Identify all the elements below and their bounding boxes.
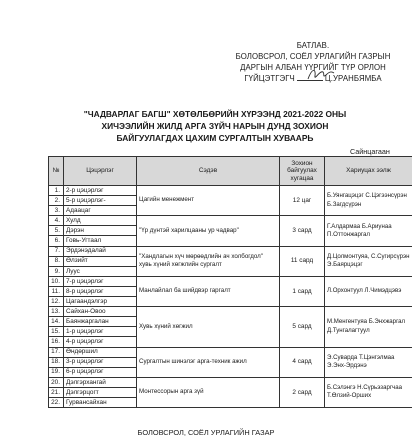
title-line-2: ХИЧЭЭЛИЙН ЖИЛД АРГА ЗҮЙЧ НАРЫН ДУНД ЗОХИОН [101,121,329,131]
approval-role: ГҮЙЦЭТГЭГЧ [244,74,295,83]
row-number: 19. [49,367,64,377]
row-number: 21. [49,387,64,397]
group-staff: Г.Алдармаа Б.Ариунаа П.Оттонжаргал [325,216,412,246]
row-unit: Дэрэн [64,226,137,236]
row-unit: Дэлгэрхангай [64,377,137,387]
group-topic: Хувь хүний хөгжил [137,307,280,347]
group-hours: 1 сард [280,276,325,306]
row-unit: Сайхан-Овоо [64,307,137,317]
row-unit: Дэлгэрцогт [64,387,137,397]
approval-name: Ц.УРАНБЯМБА [324,74,382,83]
table-caption: Сайнцагаан [350,147,390,156]
row-unit: 5-р цэцэрлэг- [64,196,137,206]
row-number: 20. [49,377,64,387]
row-number: 7. [49,246,64,256]
footer-organization: БОЛОВСРОЛ, СОЁЛ УРЛАГИЙН ГАЗАР [137,428,275,437]
row-unit: Адаацаг [64,206,137,216]
group-staff: Л.Орхонтуул Л.Чимэдцэвэ [325,276,412,306]
row-unit: 4-р цэцэрлэг [64,337,137,347]
row-number: 17. [49,347,64,357]
row-number: 9. [49,266,64,276]
row-number: 16. [49,337,64,347]
table-row [49,307,412,317]
row-unit: Луус [64,266,137,276]
header-no: № [49,157,64,186]
group-hours: 5 сард [280,307,325,347]
approval-line-1: БОЛОВСРОЛ, СОЁЛ УРЛАГИЙН ГАЗРЫН [235,52,391,61]
group-hours: 11 сард [280,246,325,276]
row-number: 15. [49,327,64,337]
row-number: 14. [49,317,64,327]
group-topic: Монтессорын арга зүй [137,377,280,407]
row-number: 12. [49,297,64,307]
group-topic: "Үр дүнтэй харилцааны ур чадвар" [137,216,280,246]
row-number: 8. [49,256,64,266]
row-number: 13. [49,307,64,317]
group-hours: 12 цаг [280,186,325,216]
row-number: 10. [49,276,64,286]
approval-line-2: ДАРГЫН АЛБАН ҮҮРГИЙГ ТҮР ОРЛОН [240,63,386,72]
approval-heading: БАТЛАВ. [296,41,330,50]
group-staff: М.Менгентуяа Б.Энхжаргал Д.Тунгалагтуул [325,307,412,347]
table-row [49,246,412,256]
header-topic: Сэдэв [137,157,280,186]
group-staff: Д.Цолмонтуяа, С.Сугирсүрэн Э.Баярцэцэг [325,246,412,276]
group-hours: 4 сард [280,347,325,377]
document-title [60,108,370,144]
group-hours: 2 сард [280,377,325,407]
table-header-row [49,157,412,186]
training-schedule-table [48,156,412,408]
row-unit: 3-р цэцэрлэг [64,357,137,367]
title-line-3: БАЙГУУЛАГДАХ ЦАХИМ СУРГАЛТЫН ХУВААРЬ [116,133,314,143]
row-unit: Гурвансайхан [64,397,137,407]
row-unit: Цагаандэлгэр [64,297,137,307]
table-row [49,186,412,196]
table-row [49,377,412,387]
group-staff: Б.Сэлэнгэ Н.Сүрьэзаргчаа Т.Өлзий-Орших [325,377,412,407]
group-topic: Сургалтын шинэлэг арга-техник ажил [137,347,280,377]
row-unit: Говь-Угтаал [64,236,137,246]
row-unit: 1-р цэцэрлэг [64,327,137,337]
handwritten-signature [306,66,336,82]
row-number: 6. [49,236,64,246]
row-number: 1. [49,186,64,196]
approval-signature-line [218,73,408,84]
group-staff: Э.Суварда Т.Цэнгэлмаа Э.Энх-Эрдэнэ [325,347,412,377]
row-number: 3. [49,206,64,216]
row-number: 4. [49,216,64,226]
group-staff: Б.Уянгацэцэг С.Цэгээнсүрэн Б.Загдсүрэн [325,186,412,216]
table-row [49,216,412,226]
row-unit: Баянжаргалан [64,317,137,327]
row-unit: 8-р цэцэрлэг [64,286,137,296]
group-topic: "Хандлагын хүч мөрөөдлийн ач холбогдол" хувь хүний хөгжлийн сургалт [137,246,280,276]
table-row [49,347,412,357]
row-number: 5. [49,226,64,236]
row-number: 11. [49,286,64,296]
group-topic: Манлайлал ба шийдвэр гаргалт [137,276,280,306]
approval-block [218,40,408,84]
row-unit: 6-р цэцэрлэг [64,367,137,377]
row-unit: Өлзийт [64,256,137,266]
row-number: 18. [49,357,64,367]
row-unit: 7-р цэцэрлэг [64,276,137,286]
header-unit: Цэцэрлэг [64,157,137,186]
group-hours: 3 сард [280,216,325,246]
row-unit: Эрдэнэдалай [64,246,137,256]
header-hours: Зохион байгуулах хугацаа [280,157,325,186]
row-unit: Өндөршил [64,347,137,357]
title-line-1: "ЧАДВАРЛАГ БАГШ" ХӨТӨЛБӨРИЙН ХҮРЭЭНД 2021-2022 ОНЫ [83,109,347,119]
row-unit: 2-р цэцэрлэг [64,186,137,196]
row-number: 2. [49,196,64,206]
row-number: 22. [49,397,64,407]
group-topic: Цагийн менежмент [137,186,280,216]
table-row [49,276,412,286]
header-staff: Хариуцах ээлж [325,157,412,186]
row-unit: Хулд [64,216,137,226]
